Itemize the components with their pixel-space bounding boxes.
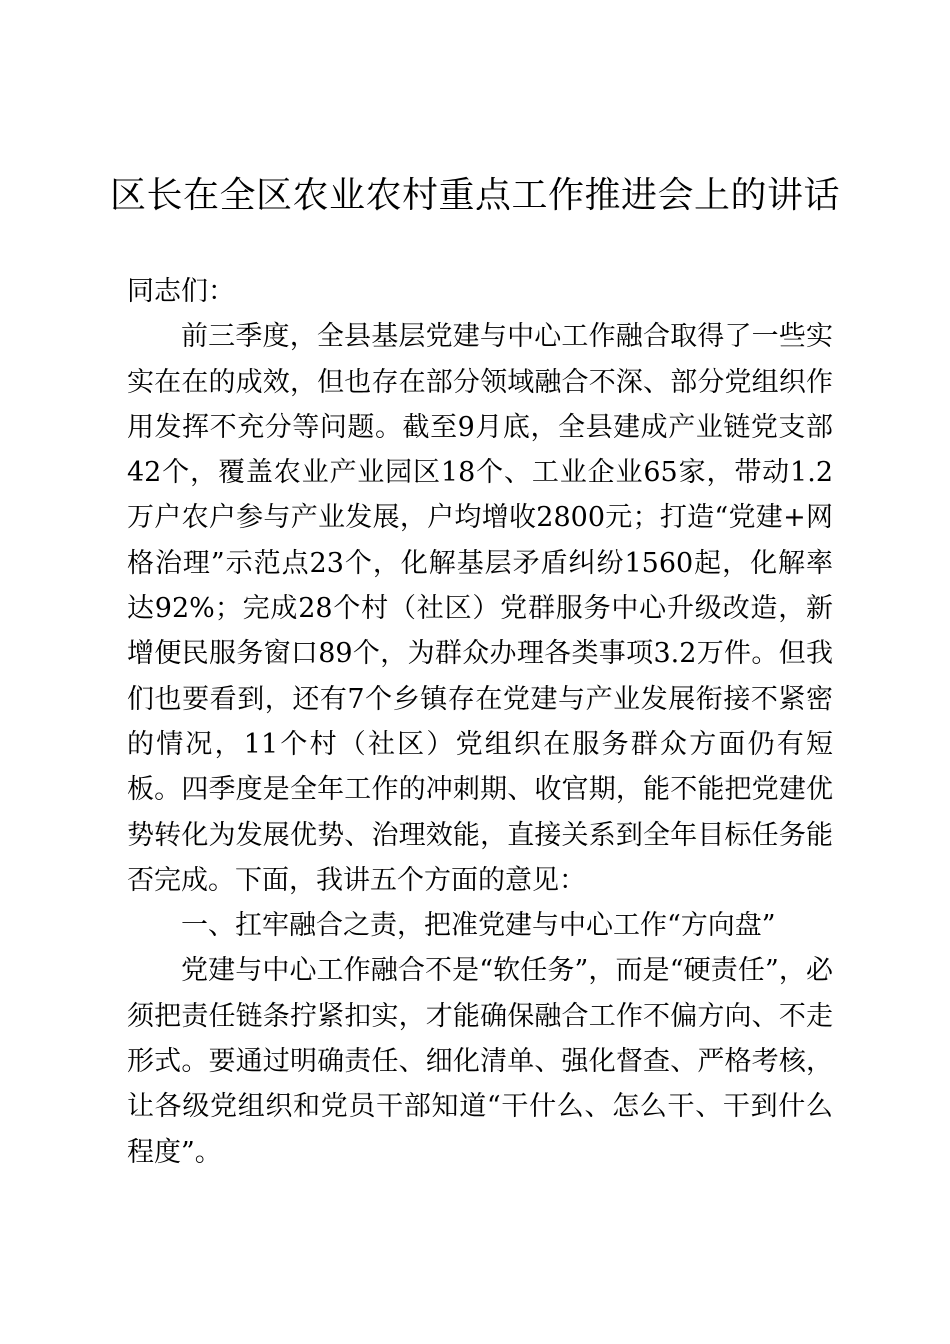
document-body [127, 269, 833, 1175]
document-title: 区长在全区农业农村重点工作推进会上的讲话 [109, 175, 840, 216]
salutation: 同志们： [127, 276, 235, 307]
section-paragraph: 党建与中心工作融合不是“软任务”，而是“硬责任”，必须把责任链条拧紧扣实，才能确保融合工作不偏方向、不走形式。要通过明确责任、细化清单、强化督查、严格考核，让各级党组织和党员干部知道“干什么、怎么干、干到什么程度”。 [127, 955, 833, 1168]
section-heading: 一、扛牢融合之责，把准党建与中心工作“方向盘” [181, 910, 776, 942]
opening-paragraph: 前三季度，全县基层党建与中心工作融合取得了一些实实在在的成效，但也存在部分领域融合不深、部分党组织作用发挥不充分等问题。截至9月底，全县建成产业链党支部42个，覆盖农业产业园区18个、工业企业65家，带动1.2万户农户参与产业发展，户均增收2800元；打造“党建+网格治理”示范点23个，化解基层矛盾纠纷1560起，化解率达92%；完成28个村（社区）党群服务中心升级改造，新增便民服务窗口89个，为群众办理各类事项3.2万件。但我们也要看到，还有7个乡镇存在党建与产业发展衔接不紧密的情况，11个村（社区）党组织在服务群众方面仍有短板。四季度是全年工作的冲刺期、收官期，能不能把党建优势转化为发展优势、治理效能，直接关系到全年目标任务能否完成。下面，我讲五个方面的意见： [127, 321, 833, 896]
